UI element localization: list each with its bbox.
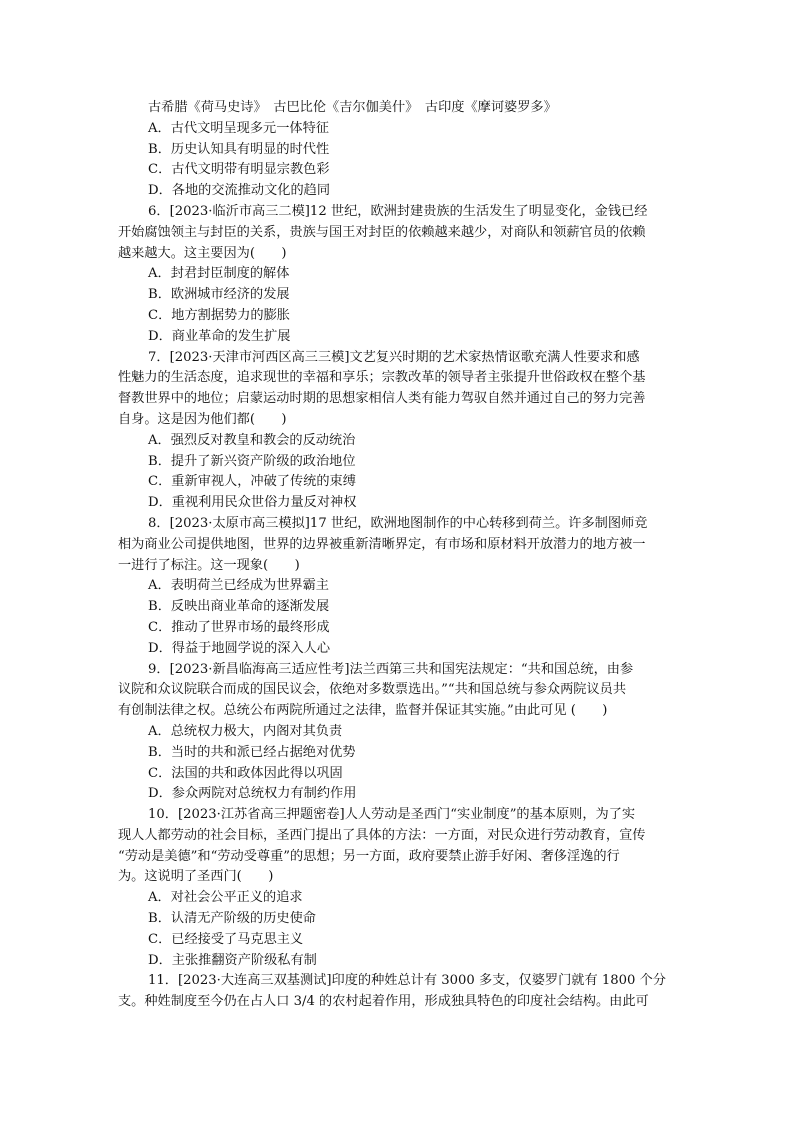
q9-stem-line-1: 9．[2023·新昌临海高三适应性考]法兰西第三共和国宪法规定：“共和国总统，由参 (148, 661, 634, 677)
q8-option-b: B．反映出商业革命的逐渐发展 (148, 599, 330, 615)
q10-stem-line-3: “劳动是美德”和“劳动受尊重”的思想；另一方面，政府要禁止游手好闲、奢侈淫逸的行 (118, 848, 620, 864)
q7-stem-line-3: 督教世界中的地位；启蒙运动时期的思想家相信人类有能力驾驭自然并通过自己的努力完善 (118, 391, 646, 407)
question-5-options (118, 119, 678, 202)
q10-stem-line-2: 现人人都劳动的社会目标，圣西门提出了具体的方法：一方面，对民众进行劳动教育，宣传 (118, 827, 646, 843)
q7-stem-line-2: 性魅力的生活态度，追求现世的幸福和享乐；宗教改革的领导者主张提升世俗政权在整个基 (118, 370, 646, 386)
question-11 (118, 971, 678, 1013)
q7-stem-line-4: 自身。这是因为他们都( ) (118, 411, 287, 427)
q10-stem-line-1: 10．[2023·江苏省高三押题密卷]人人劳动是圣西门“实业制度”的基本原则，为了实 (148, 807, 636, 823)
q8-stem-line-2: 相为商业公司提供地图，世界的边界被重新清晰界定，有市场和原材料开放潜力的地方被一 (118, 536, 646, 552)
q8-option-d: D．得益于地圆学说的深入人心 (148, 640, 331, 656)
q5-option-c: C．古代文明带有明显宗教色彩 (148, 162, 330, 178)
q9-option-c: C．法国的共和政体因此得以巩固 (148, 765, 343, 781)
q6-stem-line-3: 越来越大。这主要因为( ) (118, 245, 287, 261)
question-6 (118, 202, 678, 348)
q6-stem-line-2: 开始腐蚀领主与封臣的关系，贵族与国王对封臣的依赖越来越少，对商队和领薪官员的依赖 (118, 224, 646, 240)
q6-stem-line-1: 6．[2023·临沂市高三二模]12 世纪，欧洲封建贵族的生活发生了明显变化，金钱已经 (148, 203, 648, 219)
q10-option-c: C．已经接受了马克思主义 (148, 931, 304, 947)
epic-titles-line: 古希腊《荷马史诗》 古巴比伦《吉尔伽美什》 古印度《摩诃婆罗多》 (148, 100, 557, 115)
q11-stem-line-1: 11．[2023·大连高三双基测试]印度的种姓总计有 3000 多支，仅婆罗门就有 1800 个分 (148, 973, 666, 989)
q8-option-c: C．推动了世界市场的最终形成 (148, 619, 330, 635)
q8-stem-line-3: 一进行了标注。这一现象( ) (118, 557, 300, 573)
q8-stem-line-1: 8．[2023·太原市高三模拟]17 世纪，欧洲地图制作的中心转移到荷兰。许多制图师竞 (148, 515, 648, 531)
q5-option-b: B．历史认知具有明显的时代性 (148, 141, 330, 157)
q6-option-d: D．商业革命的发生扩展 (148, 328, 291, 344)
document-content (118, 98, 678, 1013)
q7-option-a: A．强烈反对教皇和教会的反动统治 (148, 432, 356, 448)
q9-option-d: D．参众两院对总统权力有制约作用 (148, 786, 357, 802)
q7-option-d: D．重视利用民众世俗力量反对神权 (148, 495, 357, 511)
q10-option-a: A．对社会公平正义的追求 (148, 890, 303, 906)
q10-option-d: D．主张推翻资产阶级私有制 (148, 952, 317, 968)
q6-option-b: B．欧洲城市经济的发展 (148, 287, 290, 303)
q6-option-c: C．地方割据势力的膨胀 (148, 307, 290, 323)
q9-option-b: B．当时的共和派已经占据绝对优势 (148, 744, 356, 760)
q9-stem-line-3: 有创制法律之权。总统公布两院所通过之法律，监督并保证其实施。”由此可见 ( ) (118, 703, 608, 719)
q9-option-a: A．总统权力极大，内阁对其负责 (148, 723, 343, 739)
q7-option-b: B．提升了新兴资产阶级的政治地位 (148, 453, 356, 469)
q6-option-a: A．封君封臣制度的解体 (148, 266, 290, 282)
question-8 (118, 514, 678, 660)
q10-option-b: B．认清无产阶级的历史使命 (148, 911, 316, 927)
q11-stem-line-2: 支。种姓制度至今仍在占人口 3/4 的农村起着作用，形成独具特色的印度社会结构。由此可 (118, 994, 649, 1010)
q8-option-a: A．表明荷兰已经成为世界霸主 (148, 578, 329, 594)
q5-option-d: D．各地的交流推动文化的趋同 (148, 183, 331, 199)
q7-stem-line-1: 7．[2023·天津市河西区高三三模]文艺复兴时期的艺术家热情讴歌充满人性要求和感 (148, 349, 640, 365)
question-10 (118, 805, 678, 971)
q9-stem-line-2: 议院和众议院联合而成的国民议会，依绝对多数票选出。”“共和国总统与参众两院议员共 (118, 682, 627, 698)
q10-stem-line-4: 为。这说明了圣西门( ) (118, 869, 274, 885)
question-9 (118, 660, 678, 806)
q5-option-a: A．古代文明呈现多元一体特征 (148, 120, 329, 136)
question-7 (118, 348, 678, 514)
q7-option-c: C．重新审视人，冲破了传统的束缚 (148, 474, 356, 490)
